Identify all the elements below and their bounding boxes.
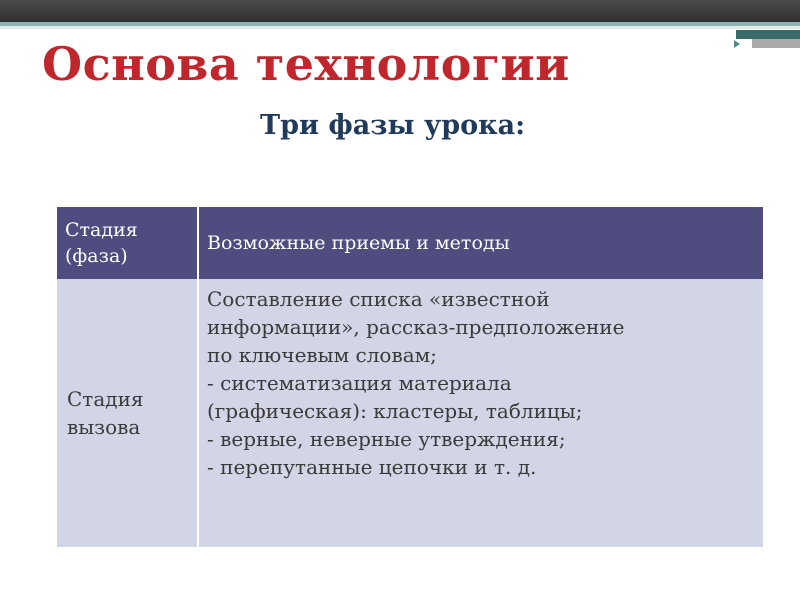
method-line: - перепутанные цепочки и т. д. (207, 455, 537, 479)
header-stage-line: Стадия (65, 219, 138, 241)
method-line: - систематизация материала (207, 371, 512, 395)
header-methods (198, 207, 763, 279)
corner-accent-block-gray (752, 39, 800, 48)
table-row (57, 279, 763, 547)
header-stage-line: (фаза) (65, 245, 128, 267)
phases-table (57, 207, 763, 547)
top-light-stripe (0, 26, 800, 29)
method-line: (графическая): кластеры, таблицы; (207, 399, 583, 423)
table-header-row (57, 207, 763, 279)
triangle-arrow-icon (734, 40, 740, 48)
stage-line: вызова (67, 415, 141, 439)
method-line: по ключевым словам; (207, 343, 437, 367)
header-methods-label: Возможные приемы и методы (207, 232, 510, 254)
top-decorative-band (0, 0, 800, 22)
methods-cell (198, 279, 763, 547)
stage-cell (57, 279, 198, 547)
method-line: Составление списка «известной (207, 287, 550, 311)
stage-line: Стадия (67, 387, 144, 411)
phases-table-container (57, 207, 763, 547)
method-line: информации», рассказ-предположение (207, 315, 625, 339)
slide-title: Основа технологии (42, 37, 570, 91)
corner-accent-block (736, 30, 800, 39)
method-line: - верные, неверные утверждения; (207, 427, 566, 451)
header-stage (57, 207, 198, 279)
slide-subtitle: Три фазы урока: (260, 110, 526, 141)
